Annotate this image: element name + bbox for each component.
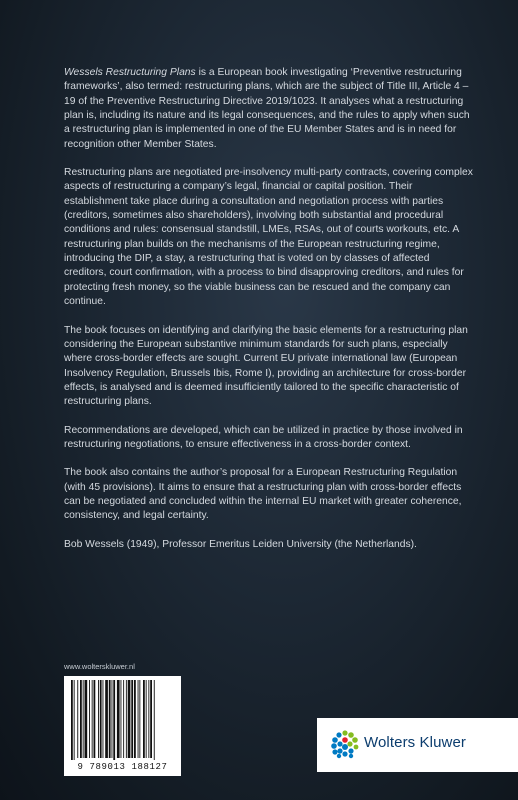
blurb-paragraph-1 — [64, 66, 474, 152]
back-cover-blurb — [64, 66, 474, 562]
publisher-logo-block — [317, 718, 518, 772]
barcode-bars — [69, 680, 176, 760]
isbn-number: 9 789013 188127 — [77, 762, 168, 772]
blurb-paragraph-1-text: is a European book investigating ‘Preventive restructuring frameworks’, also termed: restructuring plans, which are the subject of Title III, Article 4 – 19 of the Preventive Restructuring Directive 2019/1023. It analyses what a restructuring plan is, including its nature and its legal consequences, and the rules to apply when such a restructuring plan is implemented in one of the EU Member States and is in need for recognition other Member States. — [64, 67, 470, 150]
isbn-barcode — [64, 676, 181, 776]
blurb-paragraph-2: Restructuring plans are negotiated pre-insolvency multi-party contracts, covering complex aspects of restructuring a company’s legal, financial or capital position. Their establishment take place during a consultation and negotiation process with parties (creditors, sometimes also shareholders), involving both substantial and procedural conditions and rules: consensual standstill, LMEs, RSAs, out of courts workouts, etc. A restructuring plan builds on the mechanisms of the European restructuring regime, introducing the DIP, a stay, a restructuring that is voted on by classes of affected creditors, court confirmation, with a process to bind disapproving creditors, and rules for protecting fresh money, so the viable business can be rescued and the company can continue. — [64, 167, 473, 308]
blurb-paragraph-3: The book focuses on identifying and clarifying the basic elements for a restructuring plan considering the European substantive minimum standards for such plans, especially where cross-border effects are sought. Current EU private international law (European Insolvency Regulation, Brussels Ibis, Rome I), providing an architecture for cross-border effects, is analysed and is deemed insufficiently tailored to the specific characteristic of restructuring plans. — [64, 324, 468, 408]
author-bio: Bob Wessels (1949), Professor Emeritus Leiden University (the Netherlands). — [64, 538, 417, 550]
wolters-kluwer-logo-icon — [331, 730, 359, 760]
blurb-paragraph-5: The book also contains the author’s proposal for a European Restructuring Regulation (with 45 provisions). It aims to ensure that a restructuring plan with cross-border effects can be negotiated and concluded within the internal EU market with greater coherence, consistency, and legal certainty. — [64, 467, 462, 522]
blurb-paragraph-4: Recommendations are developed, which can be utilized in practice by those involved in restructuring negotiations, to ensure effectiveness in a cross-border context. — [64, 424, 463, 450]
book-title: Wessels Restructuring Plans — [64, 67, 196, 78]
publisher-name: Wolters Kluwer — [364, 734, 466, 751]
publisher-website: www.wolterskluwer.nl — [64, 662, 135, 671]
